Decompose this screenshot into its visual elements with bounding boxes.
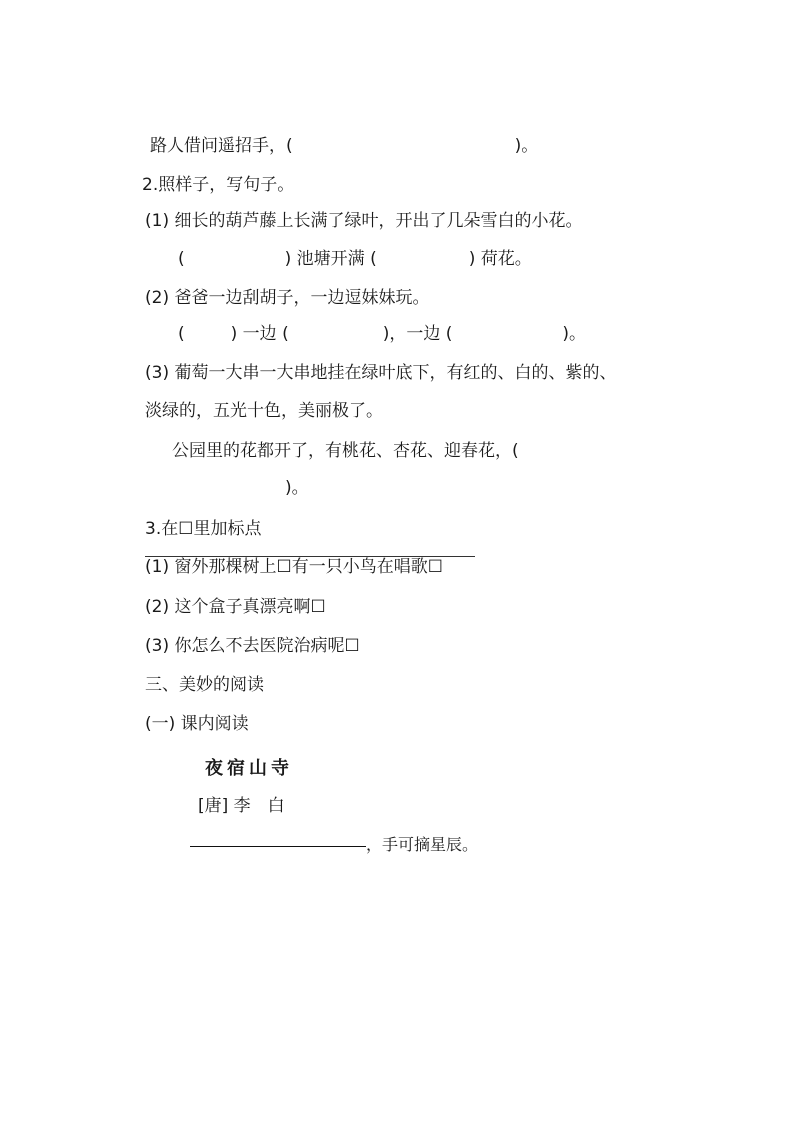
example-2: (2) 爸爸一边刮胡子，一边逗妹妹玩。 bbox=[145, 288, 430, 308]
line-text: 路人借问遥招手，( bbox=[150, 136, 293, 156]
exercise-3-task-a: 公园里的花都开了，有桃花、杏花、迎春花，( bbox=[172, 441, 519, 461]
section-3-heading: 三、美妙的阅读 bbox=[145, 675, 264, 695]
punctuation-item-3: (3) 你怎么不去医院治病呢☐ bbox=[145, 636, 360, 656]
exercise-1-fill: ( ) 池塘开满 ( ) 荷花。 bbox=[178, 249, 532, 269]
line-close: )。 bbox=[514, 136, 539, 156]
poem-author: [唐] 李 白 bbox=[198, 796, 285, 816]
poem-verse-tail: ，手可摘星辰。 bbox=[366, 835, 479, 854]
subsection-heading: (一) 课内阅读 bbox=[145, 714, 249, 734]
blank-line-road bbox=[150, 135, 538, 157]
example-3-a: (3) 葡萄一大串一大串地挂在绿叶底下，有红的、白的、紫的、 bbox=[145, 363, 617, 383]
example-3-b: 淡绿的，五光十色，美丽极了。 bbox=[145, 401, 383, 421]
question-2-heading: 2.照样子，写句子。 bbox=[142, 175, 295, 195]
exercise-3-task-b: )。 bbox=[285, 478, 309, 498]
punctuation-item-1: (1) 窗外那棵树上☐有一只小鸟在唱歌☐ bbox=[145, 557, 443, 577]
example-1: (1) 细长的葫芦藤上长满了绿叶，开出了几朵雪白的小花。 bbox=[145, 211, 583, 231]
punctuation-item-2: (2) 这个盒子真漂亮啊☐ bbox=[145, 597, 326, 617]
question-3-heading: 3.在☐里加标点 bbox=[145, 519, 262, 539]
poem-title: 夜宿山寺 bbox=[205, 758, 293, 779]
poem-blank bbox=[190, 846, 366, 847]
exercise-2-fill: ( ) 一边 ( )，一边 ( )。 bbox=[178, 324, 587, 344]
